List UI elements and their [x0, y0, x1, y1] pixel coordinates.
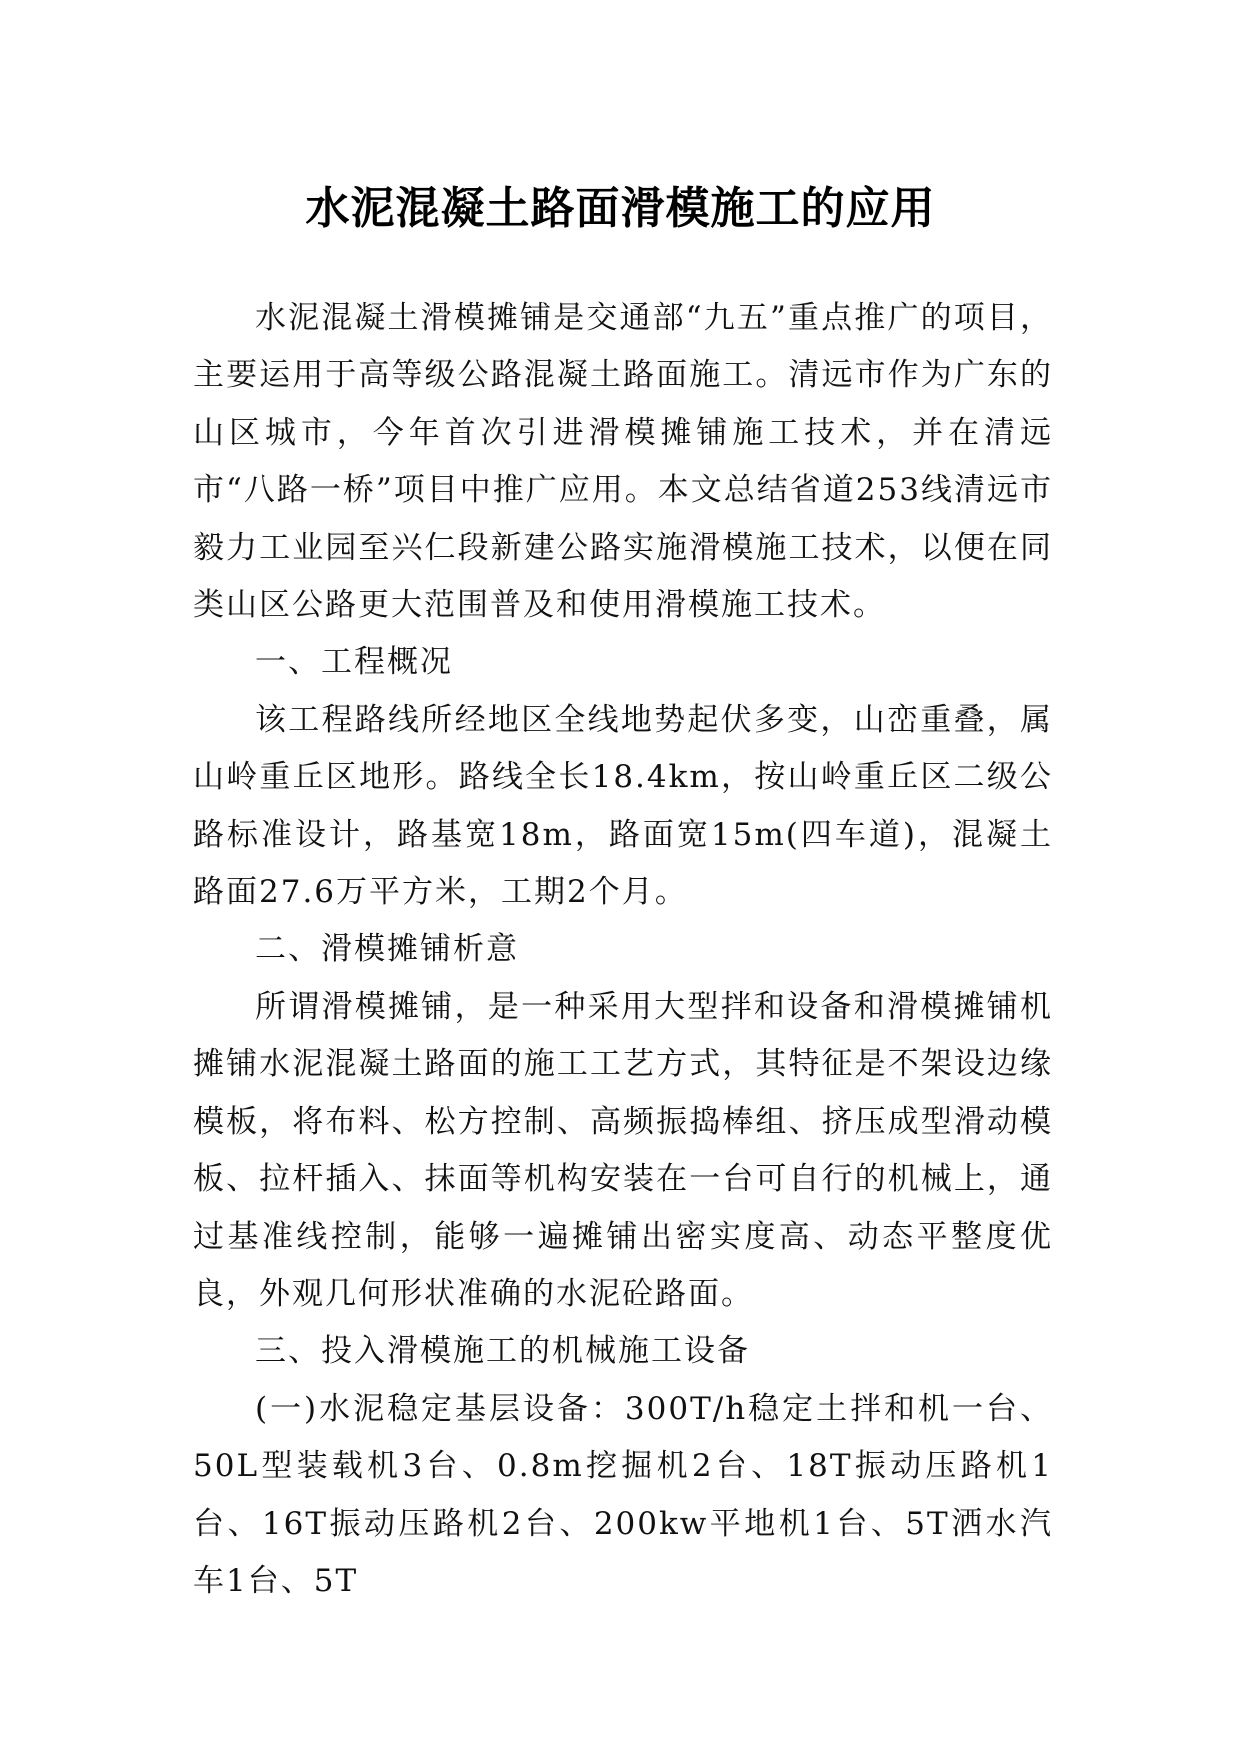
paragraph-equipment: (一)水泥稳定基层设备：300T/h稳定土拌和机一台、50L型装载机3台、0.8m挖掘机2台、18T振动压路机1台、16T振动压路机2台、200kw平地机1台、5T洒水汽车1台、5T: [193, 1390, 1053, 1599]
paragraph-overview: 该工程路线所经地区全线地势起伏多变，山峦重叠，属山岭重丘区地形。路线全长18.4km，按山岭重丘区二级公路标准设计，路基宽18m，路面宽15m(四车道)，混凝土路面27.6万平方米，工期2个月。: [193, 701, 1053, 911]
document-title: 水泥混凝土路面滑模施工的应用: [305, 183, 936, 235]
document-body: [193, 290, 1053, 1610]
paragraph-slipform-analysis: 所谓滑模摊铺，是一种采用大型拌和设备和滑模摊铺机摊铺水泥混凝土路面的施工工艺方式，其特征是不架设边缘模板，将布料、松方控制、高频振捣棒组、挤压成型滑动模板、拉杆插入、抹面等机构安装在一台可自行的机械上，通过基准线控制，能够一遍摊铺出密实度高、动态平整度优良，外观几何形状准确的水泥砼路面。: [193, 988, 1053, 1312]
section-heading-equipment: 三、投入滑模施工的机械施工设备: [255, 1333, 750, 1370]
paragraph-intro: 水泥混凝土滑模摊铺是交通部“九五”重点推广的项目，主要运用于高等级公路混凝土路面施工。清远市作为广东的山区城市，今年首次引进滑模摊铺施工技术，并在清远市“八路一桥”项目中推广应用。本文总结省道253线清远市毅力工业园至兴仁段新建公路实施滑模施工技术，以便在同类山区公路更大范围普及和使用滑模施工技术。: [193, 300, 1053, 624]
section-heading-overview: 一、工程概况: [255, 644, 453, 681]
section-heading-slipform-analysis: 二、滑模摊铺析意: [255, 931, 519, 968]
